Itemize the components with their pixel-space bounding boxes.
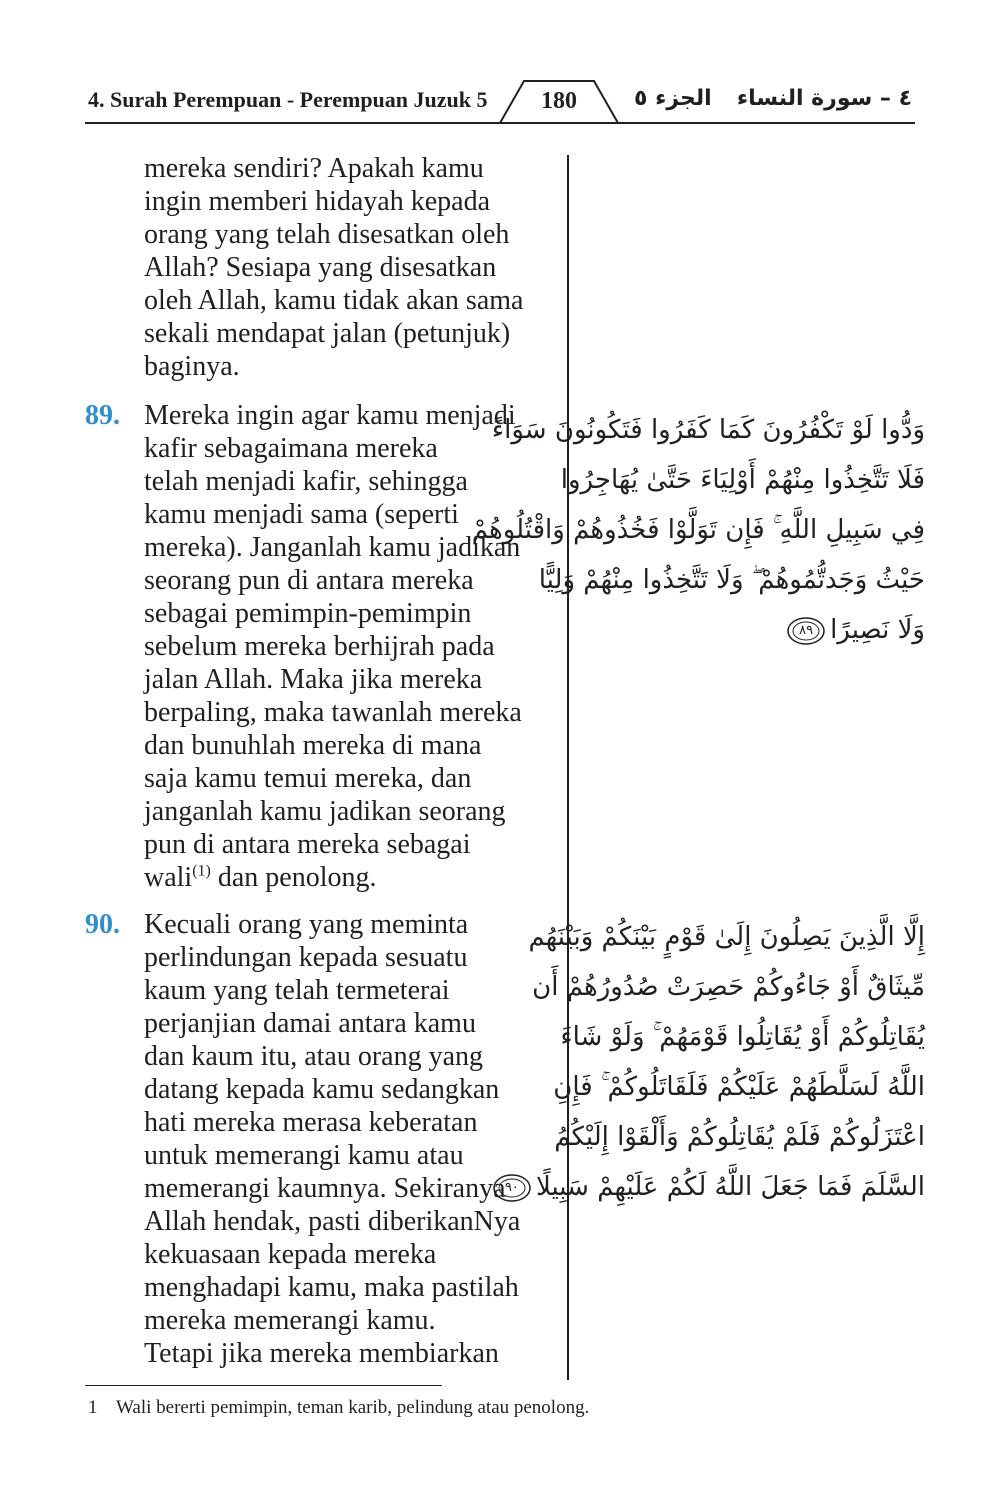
text-line: kekuasaan kepada mereka xyxy=(144,1239,437,1270)
text-line: baginya. xyxy=(144,351,240,382)
verse-number: 89. xyxy=(85,400,120,431)
text-line: sekali mendapat jalan (petunjuk) xyxy=(144,318,511,349)
arabic-line: وَدُّوا لَوْ تَكْفُرُونَ كَمَا كَفَرُوا فَتَكُونُونَ سَوَاءً xyxy=(491,415,925,445)
text-line: telah menjadi kafir, sehingga xyxy=(144,466,468,497)
text-line: ingin memberi hidayah kepada xyxy=(144,186,490,217)
juz-arabic: الجزء ٥ xyxy=(634,86,712,111)
ayah-end-marker xyxy=(786,616,826,646)
footnote-rule xyxy=(85,1385,442,1386)
text-line: Allah hendak, pasti diberikanNya xyxy=(144,1206,521,1237)
text-line: datang kepada kamu sedangkan xyxy=(144,1074,500,1105)
text-line: jalan Allah. Maka jika mereka xyxy=(144,664,483,695)
verse-89-arabic xyxy=(471,405,925,655)
text-line: sebagai pemimpin-pemimpin xyxy=(144,598,472,629)
arabic-line: اللَّهُ لَسَلَّطَهُمْ عَلَيْكُمْ فَلَقَاتَلُوكُمْ ۚ فَإِنِ xyxy=(553,1072,925,1102)
text-line: seorang pun di antara mereka xyxy=(144,565,474,596)
text-line: kamu menjadi sama (seperti xyxy=(144,499,459,530)
text-line: kaum yang telah termeterai xyxy=(144,975,450,1006)
page-header xyxy=(85,80,915,124)
text-line: dan bunuhlah mereka di mana xyxy=(144,730,482,761)
continuation-text xyxy=(85,152,555,383)
text-line: kafir sebagaimana mereka xyxy=(144,433,438,464)
text-line: Kecuali orang yang meminta xyxy=(144,909,469,940)
ayah-number: ٨٩ xyxy=(799,622,814,638)
arabic-text: وَلَا نَصِيرًا xyxy=(830,615,925,645)
text-line: berpaling, maka tawanlah mereka xyxy=(144,697,522,728)
surah-juzuk-title: 4. Surah Perempuan - Perempuan Juzuk 5 xyxy=(88,87,488,112)
verse-89-translation xyxy=(85,399,555,894)
text-line: Tetapi jika mereka membiarkan xyxy=(144,1338,499,1369)
text-line: janganlah kamu jadikan seorang xyxy=(144,796,506,827)
arabic-line-last xyxy=(504,1162,925,1212)
text-line: perlindungan kepada sesuatu xyxy=(144,942,468,973)
text-line: dan kaum itu, atau orang yang xyxy=(144,1041,484,1072)
ayah-end-marker xyxy=(492,1173,532,1203)
arabic-line: يُقَاتِلُوكُمْ أَوْ يُقَاتِلُوا قَوْمَهُمْ ۚ وَلَوْ شَاءَ xyxy=(560,1022,925,1052)
arabic-line: إِلَّا الَّذِينَ يَصِلُونَ إِلَىٰ قَوْمٍ بَيْنَكُمْ وَبَيْنَهُم xyxy=(528,922,925,952)
text-fragment: dan penolong. xyxy=(210,862,377,893)
arabic-line: فِي سَبِيلِ اللَّهِ ۚ فَإِن تَوَلَّوْا فَخُذُوهُمْ وَاقْتُلُوهُمْ xyxy=(471,515,925,545)
text-line: mereka memerangi kamu. xyxy=(144,1305,436,1336)
text-line: oleh Allah, kamu tidak akan sama xyxy=(144,285,524,316)
footnote xyxy=(88,1397,589,1419)
text-line: perjanjian damai antara kamu xyxy=(144,1008,476,1039)
page-number-tab xyxy=(500,80,618,124)
verse-90-arabic xyxy=(504,912,925,1212)
text-line: Allah? Sesiapa yang disesatkan xyxy=(144,252,497,283)
text-line: orang yang telah disesatkan oleh xyxy=(144,219,510,250)
page-number: 180 xyxy=(541,88,577,114)
arabic-line: حَيْثُ وَجَدتُّمُوهُمْ ۖ وَلَا تَتَّخِذُوا مِنْهُمْ وَلِيًّا xyxy=(538,565,925,595)
text-line: mereka). Janganlah kamu jadikan xyxy=(144,532,521,563)
text-line: untuk memerangi kamu atau xyxy=(144,1140,464,1171)
arabic-text: السَّلَمَ فَمَا جَعَلَ اللَّهُ لَكُمْ عَلَيْهِمْ سَبِيلًا xyxy=(535,1172,925,1202)
text-line: mereka sendiri? Apakah kamu xyxy=(144,153,484,184)
text-line: memerangi kaumnya. Sekiranya xyxy=(144,1173,506,1204)
verse-number: 90. xyxy=(85,909,120,940)
footnote-reference[interactable]: (1) xyxy=(192,862,211,880)
surah-name-arabic: ٤ – سورة النساء xyxy=(736,86,912,111)
arabic-line: اعْتَزَلُوكُمْ فَلَمْ يُقَاتِلُوكُمْ وَأَلْقَوْا إِلَيْكُمُ xyxy=(554,1122,925,1152)
text-line: menghadapi kamu, maka pastilah xyxy=(144,1272,519,1303)
text-line-with-footnote xyxy=(144,861,522,894)
ayah-number: ٩٠ xyxy=(504,1179,519,1195)
arabic-line-last xyxy=(585,605,925,655)
verse-90-translation xyxy=(85,908,555,1370)
footnote-number: 1 xyxy=(88,1397,98,1418)
text-fragment: wali xyxy=(144,862,193,893)
arabic-line: مِّيثَاقٌ أَوْ جَاءُوكُمْ حَصِرَتْ صُدُورُهُمْ أَن xyxy=(532,972,925,1002)
text-line: pun di antara mereka sebagai xyxy=(144,829,471,860)
text-line: sebelum mereka berhijrah pada xyxy=(144,631,495,662)
text-line: saja kamu temui mereka, dan xyxy=(144,763,472,794)
footnote-text: Wali bererti pemimpin, teman karib, pelindung atau penolong. xyxy=(116,1397,590,1418)
text-line: hati mereka merasa keberatan xyxy=(144,1107,478,1138)
text-line: Mereka ingin agar kamu menjadi xyxy=(144,400,516,431)
arabic-line: فَلَا تَتَّخِذُوا مِنْهُمْ أَوْلِيَاءَ حَتَّىٰ يُهَاجِرُوا xyxy=(560,465,925,495)
header-rule xyxy=(85,122,915,124)
